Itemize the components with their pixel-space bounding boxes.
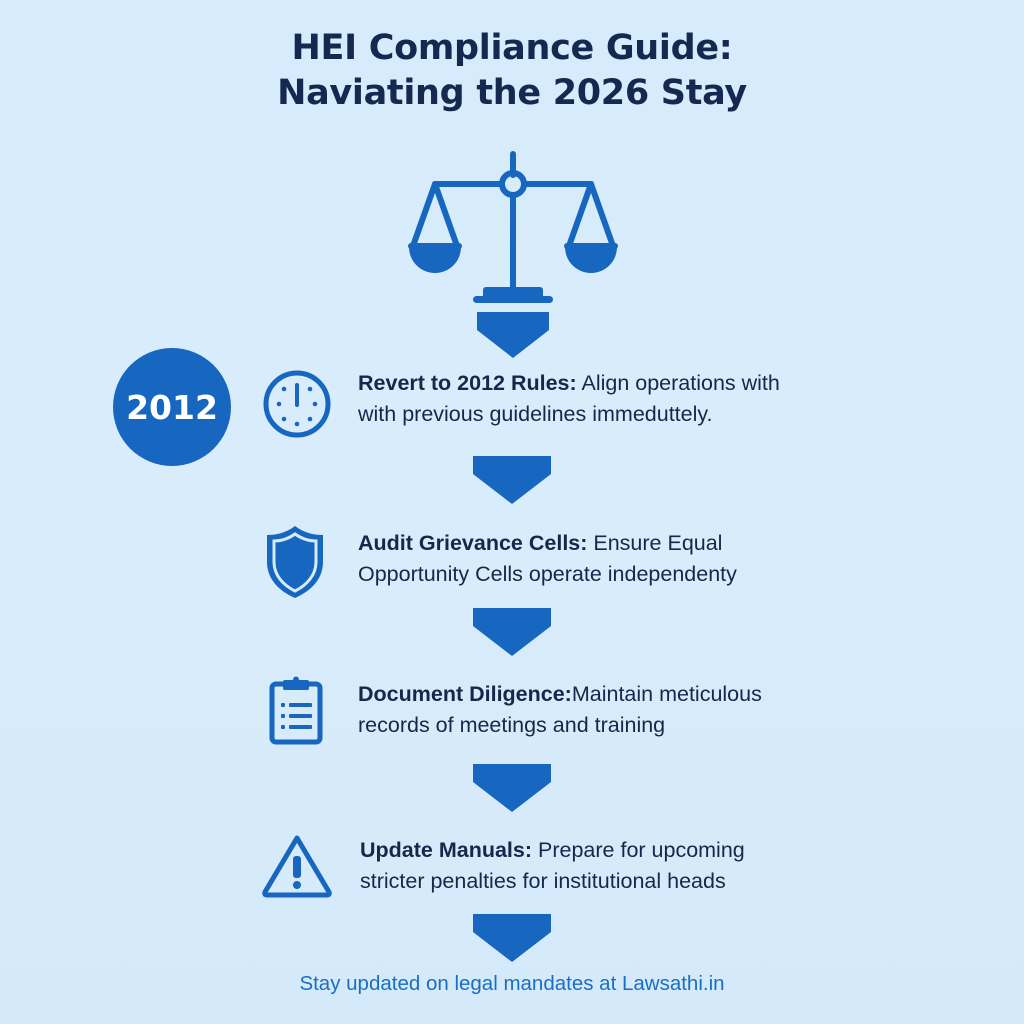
title-line-2: Naviating the 2026 Stay: [277, 73, 747, 113]
step-description: Maintain meticulous: [571, 682, 762, 706]
step-description-line2: stricter penalties for institutional heads: [360, 869, 726, 893]
step-description-line2: records of meetings and training: [358, 713, 666, 737]
title-line-1: HEI Compliance Guide:: [291, 28, 733, 68]
page-title: [0, 26, 1024, 116]
step-heading: Audit Grievance Cells:: [358, 531, 588, 555]
step-document-diligence: [358, 679, 762, 741]
step-audit-grievance-cells: [358, 528, 737, 590]
step-description: Ensure Equal: [587, 531, 723, 555]
arrow-down-icon: [473, 456, 551, 504]
step-description-line2: Opportunity Cells operate independenty: [358, 562, 737, 586]
step-update-manuals: [360, 835, 745, 897]
warning-triangle-icon: [261, 834, 333, 898]
clock-icon: [262, 369, 332, 439]
step-revert-2012-rules: [358, 368, 780, 430]
step-heading: Revert to 2012 Rules:: [358, 371, 577, 395]
step-description-line2: with previous guidelines immeduttely.: [358, 402, 713, 426]
shield-icon: [264, 524, 326, 600]
step-description: Prepare for upcoming: [532, 838, 745, 862]
footer-link[interactable]: Stay updated on legal mandates at Lawsathi.in: [299, 972, 725, 995]
year-badge: 2012: [113, 348, 231, 466]
scales-of-justice-icon: [405, 150, 621, 360]
arrow-down-icon: [473, 764, 551, 812]
step-heading: Document Diligence:: [358, 682, 572, 706]
arrow-down-icon: [473, 914, 551, 962]
clipboard-list-icon: [268, 676, 324, 746]
step-heading: Update Manuals:: [360, 838, 533, 862]
arrow-down-icon: [473, 608, 551, 656]
step-description: Align operations with: [576, 371, 780, 395]
